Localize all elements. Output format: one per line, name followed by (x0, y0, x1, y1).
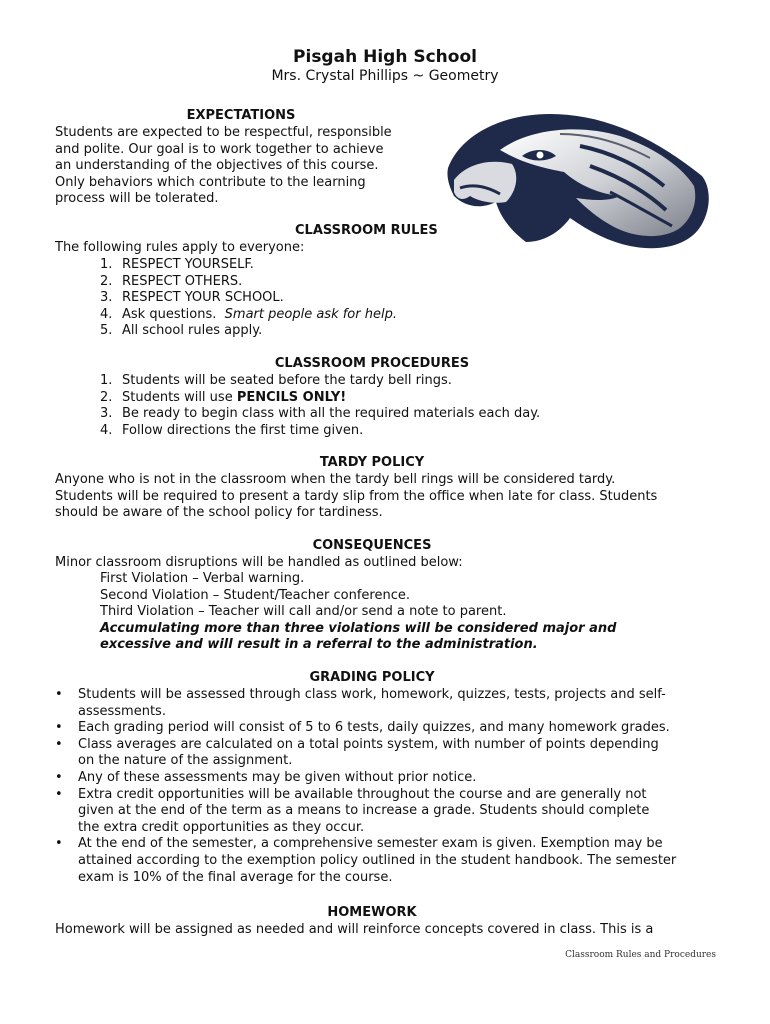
consequences-list (100, 571, 616, 654)
expectations-line: an understanding of the objectives of this course. (55, 158, 379, 174)
tardy-line: Anyone who is not in the classroom when the tardy bell rings will be considered tardy. (55, 472, 616, 487)
consequences-warning: Accumulating more than three violations will be considered major and (100, 620, 617, 636)
consequences-intro: Minor classroom disruptions will be handled as outlined below: (55, 555, 463, 570)
bullet-icon: • (55, 720, 63, 736)
page-footer: Classroom Rules and Procedures (565, 950, 716, 960)
grading-bullets (55, 687, 676, 886)
list-item: 3. Be ready to begin class with all the required materials each day. (100, 406, 541, 422)
list-item: 5. All school rules apply. (100, 323, 263, 339)
list-item: 2. RESPECT OTHERS. (100, 273, 243, 289)
consequences-warning: excessive and will result in a referral to the administration. (100, 637, 538, 653)
list-item: 4. Follow directions the first time given. (100, 422, 364, 438)
consequences-heading: CONSEQUENCES (312, 538, 432, 553)
eagle-mascot-logo (440, 106, 718, 254)
list-item: First Violation – Verbal warning. (100, 571, 305, 586)
list-item: • Any of these assessments may be given without prior notice. (55, 769, 477, 785)
expectations-line: process will be tolerated. (55, 191, 219, 207)
list-item: • Students will be assessed through class work, homework, quizzes, tests, projects and self- assessments. (55, 687, 666, 719)
list-item: 4. Ask questions. Smart people ask for help. (100, 306, 397, 322)
list-item: • At the end of the semester, a comprehensive semester exam is given. Exemption may be attained according to the exemption policy outlined in the student handbook. The semester exam is 10% of the final average for the course. (55, 836, 677, 885)
procedures-heading: CLASSROOM PROCEDURES (274, 356, 470, 371)
list-item: 1. Students will be seated before the tardy bell rings. (100, 373, 452, 388)
bullet-icon: • (55, 769, 63, 785)
list-item: 2. Students will use PENCILS ONLY! (100, 389, 347, 405)
grading-heading: GRADING POLICY (309, 670, 435, 685)
expectations-line: and polite. Our goal is to work together to achieve (55, 141, 384, 157)
bullet-icon: • (55, 687, 63, 702)
rules-list (100, 257, 397, 340)
tardy-line: Students will be required to present a tardy slip from the office when late for class. Students (55, 488, 658, 504)
list-item: Third Violation – Teacher will call and/or send a note to parent. (100, 604, 507, 620)
rules-intro: The following rules apply to everyone: (55, 240, 305, 255)
list-item: • Class averages are calculated on a total points system, with number of points depending on the nature of the assignment. (55, 736, 659, 769)
bullet-icon: • (55, 736, 63, 752)
tardy-text (55, 472, 657, 522)
homework-text: Homework will be assigned as needed and will reinforce concepts covered in class. This is a (55, 922, 654, 937)
tardy-line: should be aware of the school policy for tardiness. (55, 505, 383, 521)
classroom-rules-heading: CLASSROOM RULES (295, 223, 438, 238)
procedures-list (100, 373, 540, 439)
expectations-line: Only behaviors which contribute to the learning (55, 174, 366, 190)
school-title: Pisgah High School (293, 47, 477, 67)
list-item: Second Violation – Student/Teacher conference. (100, 587, 410, 603)
bullet-icon: • (55, 836, 63, 852)
tardy-heading: TARDY POLICY (319, 455, 425, 470)
list-item: 3. RESPECT YOUR SCHOOL. (100, 290, 284, 306)
list-item: • Extra credit opportunities will be available throughout the course and are generally not given at the end of the term as a means to increase a grade. Students should complete the extra credit opportunities as they occur. (55, 786, 650, 835)
bullet-icon: • (55, 786, 63, 802)
expectations-line: Students are expected to be respectful, responsible (55, 125, 392, 140)
teacher-subtitle: Mrs. Crystal Phillips ~ Geometry (271, 68, 499, 84)
homework-heading: HOMEWORK (327, 905, 417, 920)
list-item: • Each grading period will consist of 5 to 6 tests, daily quizzes, and many homework grades. (55, 720, 670, 736)
expectations-heading: EXPECTATIONS (186, 108, 296, 123)
expectations-text (55, 125, 392, 208)
list-item: 1. RESPECT YOURSELF. (100, 257, 254, 272)
